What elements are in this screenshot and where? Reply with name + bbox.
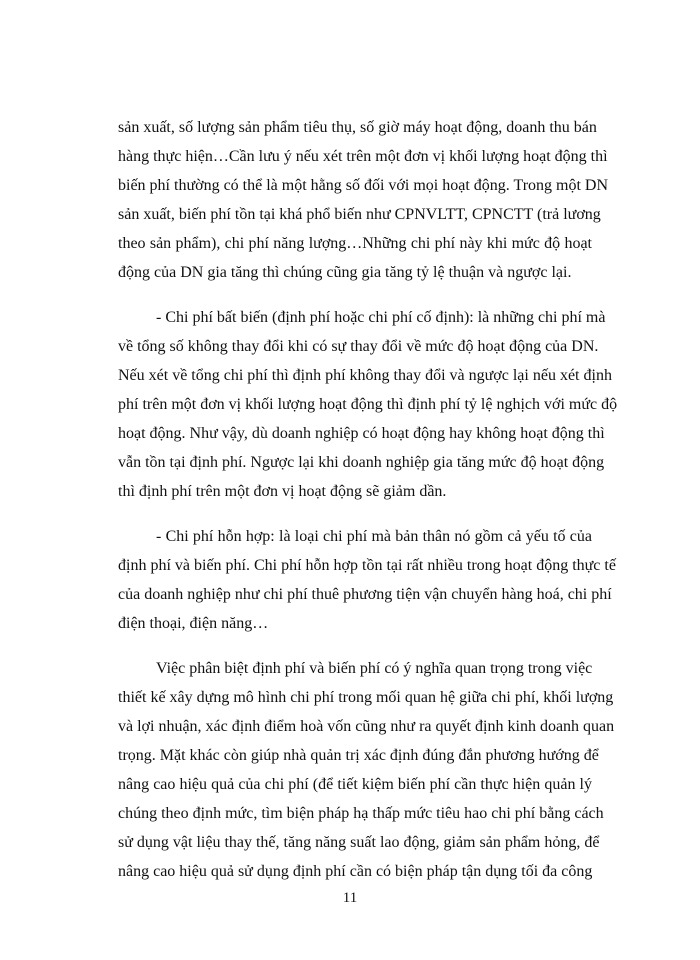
text-line: của doanh nghiệp như chi phí thuê phương tiện vận chuyển hàng hoá, chi phí (118, 586, 612, 603)
paragraph-cost-distinction (118, 654, 615, 886)
text-line: về tổng số không thay đổi khi có sự thay đổi về mức độ hoạt động của DN. (118, 338, 599, 355)
text-line: phí trên một đơn vị khối lượng hoạt động thì định phí tỷ lệ nghịch với mức độ (118, 396, 618, 413)
text-line: - Chi phí hỗn hợp: là loại chi phí mà bản thân nó gồm cả yếu tố của (156, 528, 592, 545)
text-line: thiết kế xây dựng mô hình chi phí trong mối quan hệ giữa chi phí, khối lượng (118, 689, 614, 706)
text-line: Nếu xét về tổng chi phí thì định phí không thay đổi và ngược lại nếu xét định (118, 367, 612, 384)
text-line: biến phí thường có thể là một hằng số đối với mọi hoạt động. Trong một DN (118, 177, 609, 194)
paragraph-variable-cost-continued (118, 113, 609, 287)
text-line: chúng theo định mức, tìm biện pháp hạ thấp mức tiêu hao chi phí bằng cách (118, 805, 604, 822)
text-line: vẫn tồn tại định phí. Ngược lại khi doanh nghiệp gia tăng mức độ hoạt động (118, 454, 605, 471)
text-line: thì định phí trên một đơn vị hoạt động sẽ giảm dần. (118, 483, 447, 500)
text-line: nâng cao hiệu quả sử dụng định phí cần có biện pháp tận dụng tối đa công (118, 863, 593, 880)
text-line: theo sản phẩm), chi phí năng lượng…Những chi phí này khi mức độ hoạt (118, 235, 592, 252)
text-line: sản xuất, số lượng sản phẩm tiêu thụ, số giờ máy hoạt động, doanh thu bán (118, 119, 597, 136)
text-line: hàng thực hiện…Cần lưu ý nếu xét trên một đơn vị khối lượng hoạt động thì (118, 148, 608, 165)
text-line: định phí và biến phí. Chi phí hỗn hợp tồn tại rất nhiều trong hoạt động thực tế (118, 557, 616, 574)
text-line: Việc phân biệt định phí và biến phí có ý nghĩa quan trọng trong việc (156, 660, 593, 677)
paragraph-fixed-cost (118, 303, 618, 506)
text-line: nâng cao hiệu quả của chi phí (để tiết kiệm biến phí cần thực hiện quản lý (118, 776, 592, 793)
paragraph-mixed-cost (118, 522, 616, 638)
text-line: và lợi nhuận, xác định điểm hoà vốn cũng như ra quyết định kinh doanh quan (118, 718, 615, 735)
text-line: hoạt động. Như vậy, dù doanh nghiệp có hoạt động hay không hoạt động thì (118, 425, 605, 442)
text-line: - Chi phí bất biến (định phí hoặc chi phí cố định): là những chi phí mà (156, 309, 606, 326)
body-text (118, 113, 618, 902)
page-number: 11 (342, 890, 358, 906)
text-line: sử dụng vật liệu thay thế, tăng năng suất lao động, giảm sản phẩm hỏng, để (118, 834, 600, 851)
text-line: sản xuất, biến phí tồn tại khá phổ biến như CPNVLTT, CPNCTT (trả lương (118, 206, 601, 223)
text-line: trọng. Mặt khác còn giúp nhà quản trị xác định đúng đắn phương hướng để (118, 747, 599, 764)
text-line: động của DN gia tăng thì chúng cũng gia tăng tỷ lệ thuận và ngược lại. (118, 264, 572, 281)
text-line: điện thoại, điện năng… (118, 615, 269, 632)
